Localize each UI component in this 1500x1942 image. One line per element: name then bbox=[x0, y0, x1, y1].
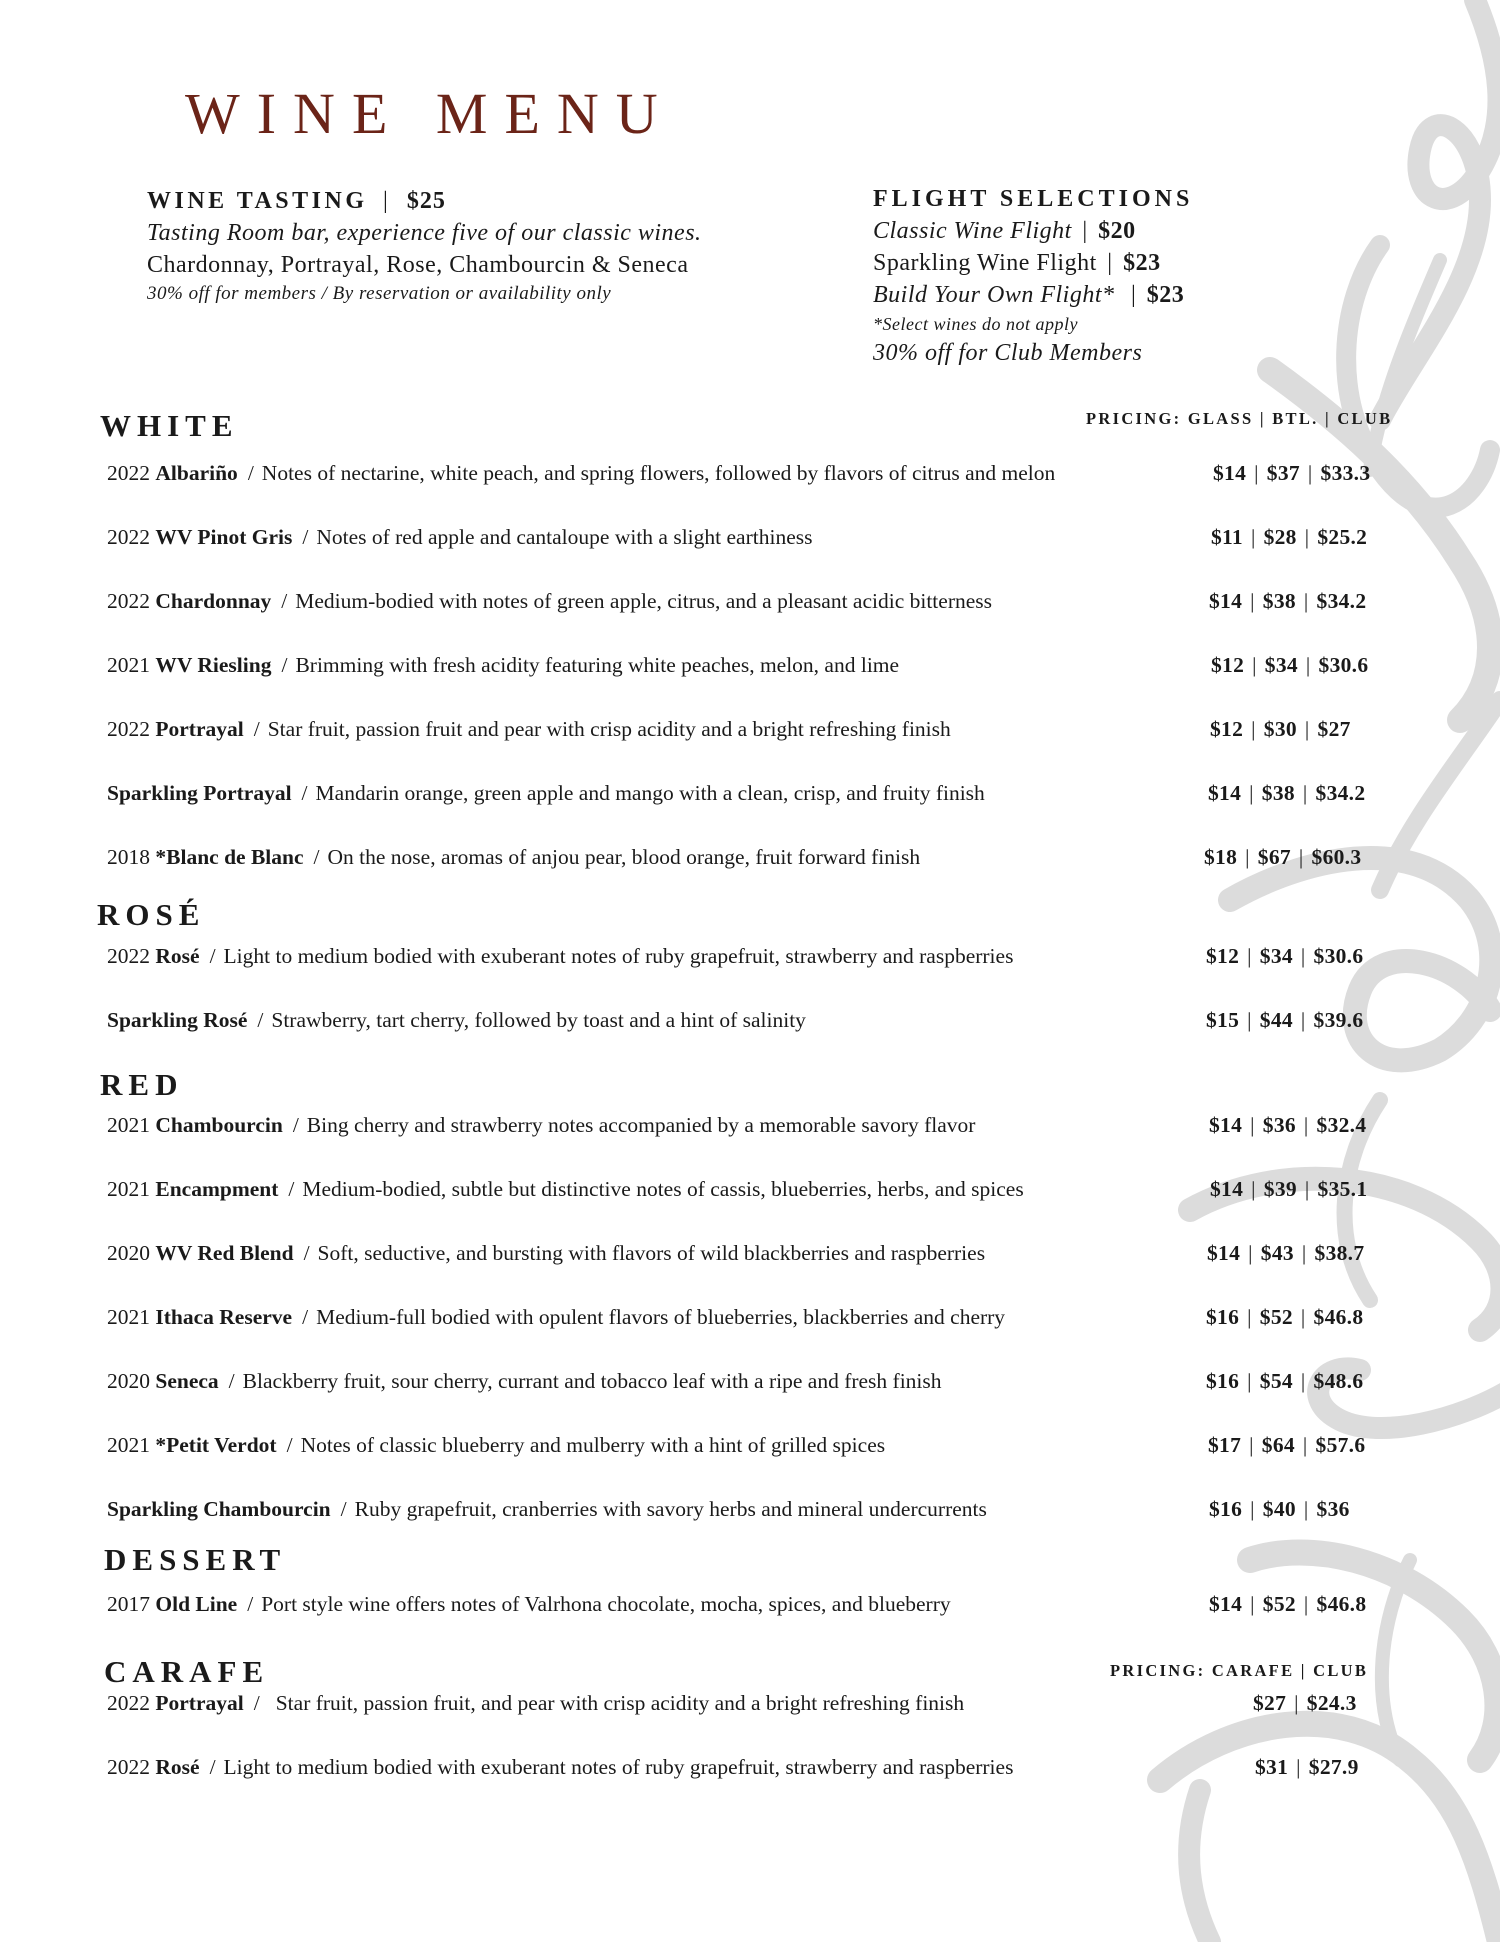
carafe-prices bbox=[1253, 1688, 1357, 1718]
pricing-label-glass-btl-club: PRICING: GLASS | BTL. | CLUB bbox=[1086, 409, 1393, 428]
wine-row-white-2 bbox=[107, 586, 1407, 616]
wine-name: Portrayal bbox=[155, 1691, 244, 1715]
section-title-dessert: DESSERT bbox=[104, 1542, 287, 1577]
wine-description: Star fruit, passion fruit, and pear with crisp acidity and a bright refreshing finish bbox=[275, 1691, 965, 1715]
wine-year: 2018 bbox=[107, 845, 150, 869]
wine-row-carafe-1 bbox=[107, 1752, 1407, 1782]
slash-separator: / bbox=[303, 1241, 310, 1265]
wine-description: Star fruit, passion fruit and pear with crisp acidity and a bright refreshing finish bbox=[267, 717, 951, 741]
wine-prices bbox=[1208, 1430, 1365, 1460]
wine-prices bbox=[1209, 1110, 1366, 1140]
bar-separator: | bbox=[1303, 589, 1309, 613]
glass-price: $11 bbox=[1211, 525, 1243, 549]
wine-name: Chambourcin bbox=[155, 1113, 283, 1137]
bottle-price: $38 bbox=[1261, 781, 1295, 805]
wine-description: Brimming with fresh acidity featuring white peaches, melon, and lime bbox=[295, 653, 900, 677]
bar-separator: | bbox=[1300, 1008, 1306, 1032]
club-price: $38.7 bbox=[1314, 1241, 1365, 1265]
wine-year: 2021 bbox=[107, 1433, 150, 1457]
wine-row-dessert-0 bbox=[107, 1589, 1407, 1619]
wine-description: Port style wine offers notes of Valrhona chocolate, mocha, spices, and blueberry bbox=[261, 1592, 951, 1616]
bar-separator: | bbox=[1296, 1755, 1301, 1779]
slash-separator: / bbox=[281, 653, 288, 677]
flight-item-price: $23 bbox=[1123, 250, 1161, 276]
wine-name: *Petit Verdot bbox=[155, 1433, 277, 1457]
club-price: $27.9 bbox=[1308, 1755, 1359, 1779]
wine-description: Soft, seductive, and bursting with flavors of wild blackberries and raspberries bbox=[317, 1241, 986, 1265]
slash-separator: / bbox=[209, 944, 216, 968]
bar-separator: | bbox=[1302, 1433, 1308, 1457]
glass-price: $16 bbox=[1209, 1497, 1243, 1521]
wine-description: Blackberry fruit, sour cherry, currant and tobacco leaf with a ripe and fresh finish bbox=[242, 1369, 942, 1393]
wine-prices bbox=[1211, 650, 1368, 680]
wine-tasting-wines: Chardonnay, Portrayal, Rose, Chambourcin & Seneca bbox=[147, 252, 689, 278]
bottle-price: $64 bbox=[1261, 1433, 1295, 1457]
wine-name: WV Red Blend bbox=[155, 1241, 294, 1265]
wine-prices bbox=[1210, 714, 1351, 744]
wine-row-red-5 bbox=[107, 1430, 1407, 1460]
wine-description: Ruby grapefruit, cranberries with savory herbs and mineral undercurrents bbox=[354, 1497, 987, 1521]
wine-prices bbox=[1209, 1589, 1366, 1619]
wine-prices bbox=[1206, 1005, 1363, 1035]
slash-separator: / bbox=[288, 1177, 295, 1201]
flight-item-label: Classic Wine Flight bbox=[873, 218, 1072, 244]
wine-description: Notes of red apple and cantaloupe with a slight earthiness bbox=[316, 525, 813, 549]
wine-row-carafe-0 bbox=[107, 1688, 1407, 1718]
flight-item-price: $20 bbox=[1098, 218, 1136, 244]
bottle-price: $44 bbox=[1259, 1008, 1293, 1032]
wine-tasting-price: $25 bbox=[406, 188, 446, 214]
slash-separator: / bbox=[247, 461, 254, 485]
bar-separator: | bbox=[1294, 1691, 1299, 1715]
flight-item-divider: | bbox=[1082, 218, 1088, 244]
bar-separator: | bbox=[1245, 845, 1250, 869]
bottle-price: $67 bbox=[1257, 845, 1291, 869]
wine-year: 2020 bbox=[107, 1241, 150, 1265]
wine-name: Rosé bbox=[155, 944, 200, 968]
bar-separator: | bbox=[1303, 1113, 1309, 1137]
bottle-price: $39 bbox=[1263, 1177, 1297, 1201]
wine-year: 2020 bbox=[107, 1369, 150, 1393]
bar-separator: | bbox=[1249, 1433, 1254, 1457]
flight-item-divider: | bbox=[1107, 250, 1113, 276]
wine-description: Medium-full bodied with opulent flavors of blueberries, blackberries and cherry bbox=[316, 1305, 1006, 1329]
carafe-price: $27 bbox=[1253, 1691, 1287, 1715]
wine-name: Seneca bbox=[155, 1369, 219, 1393]
wine-description: Notes of nectarine, white peach, and spring flowers, followed by flavors of citrus and melon bbox=[261, 461, 1056, 485]
club-price: $25.2 bbox=[1317, 525, 1368, 549]
slash-separator: / bbox=[257, 1008, 264, 1032]
slash-separator: / bbox=[281, 589, 288, 613]
glass-price: $14 bbox=[1209, 1113, 1243, 1137]
wine-prices bbox=[1213, 458, 1370, 488]
wine-prices bbox=[1207, 1238, 1364, 1268]
flight-selections-block bbox=[873, 183, 1273, 369]
wine-row-red-1 bbox=[107, 1174, 1407, 1204]
slash-separator: / bbox=[302, 525, 309, 549]
wine-prices bbox=[1206, 941, 1363, 971]
club-price: $34.2 bbox=[1315, 781, 1366, 805]
flight-item-sparkling bbox=[873, 247, 1273, 279]
wine-row-white-4 bbox=[107, 714, 1407, 744]
wine-year: 2022 bbox=[107, 717, 150, 741]
bottle-price: $36 bbox=[1262, 1113, 1296, 1137]
wine-year: 2021 bbox=[107, 1305, 150, 1329]
glass-price: $16 bbox=[1206, 1305, 1240, 1329]
wine-name: Sparkling Chambourcin bbox=[107, 1497, 331, 1521]
glass-price: $17 bbox=[1208, 1433, 1242, 1457]
wine-description: Light to medium bodied with exuberant notes of ruby grapefruit, strawberry and raspberries bbox=[223, 944, 1014, 968]
wine-year: 2022 bbox=[107, 1755, 150, 1779]
wine-row-white-3 bbox=[107, 650, 1407, 680]
wine-tasting-description: Tasting Room bar, experience five of our classic wines. bbox=[147, 220, 702, 246]
wine-tasting-note: 30% off for members / By reservation or availability only bbox=[147, 283, 612, 304]
bottle-price: $52 bbox=[1259, 1305, 1293, 1329]
wine-year: 2022 bbox=[107, 944, 150, 968]
flight-item-label: Sparkling Wine Flight bbox=[873, 250, 1097, 276]
wine-description: Medium-bodied with notes of green apple, citrus, and a pleasant acidic bitterness bbox=[295, 589, 993, 613]
bar-separator: | bbox=[1247, 1305, 1252, 1329]
wine-prices bbox=[1211, 522, 1367, 552]
flight-item-price: $23 bbox=[1146, 282, 1185, 308]
wine-row-white-5 bbox=[107, 778, 1407, 808]
wine-row-rose-0 bbox=[107, 941, 1407, 971]
wine-name: Rosé bbox=[155, 1755, 200, 1779]
wine-description: Light to medium bodied with exuberant notes of ruby grapefruit, strawberry and raspberries bbox=[223, 1755, 1014, 1779]
slash-separator: / bbox=[340, 1497, 347, 1521]
wine-row-red-6 bbox=[107, 1494, 1407, 1524]
bar-separator: | bbox=[1247, 1008, 1252, 1032]
glass-price: $14 bbox=[1213, 461, 1247, 485]
bottle-price: $30 bbox=[1263, 717, 1297, 741]
wine-name: Ithaca Reserve bbox=[155, 1305, 293, 1329]
bar-separator: | bbox=[1247, 944, 1252, 968]
club-price: $33.3 bbox=[1320, 461, 1371, 485]
carafe-prices bbox=[1255, 1752, 1359, 1782]
wine-year: 2022 bbox=[107, 1691, 150, 1715]
flight-item-label: Build Your Own Flight* bbox=[873, 282, 1115, 308]
bottle-price: $52 bbox=[1262, 1592, 1296, 1616]
club-price: $34.2 bbox=[1316, 589, 1367, 613]
bar-separator: | bbox=[1300, 1305, 1306, 1329]
bar-separator: | bbox=[1301, 1241, 1307, 1265]
page-title: WINE MENU bbox=[185, 81, 675, 146]
bar-separator: | bbox=[1303, 1592, 1309, 1616]
bar-separator: | bbox=[1304, 1177, 1310, 1201]
flight-item-build-your-own bbox=[873, 279, 1273, 311]
wine-year: 2021 bbox=[107, 653, 150, 677]
bar-separator: | bbox=[1252, 653, 1257, 677]
wine-year: 2021 bbox=[107, 1177, 150, 1201]
wine-name: Sparkling Portrayal bbox=[107, 781, 292, 805]
wine-prices bbox=[1206, 1366, 1363, 1396]
glass-price: $14 bbox=[1209, 1592, 1243, 1616]
wine-row-white-0 bbox=[107, 458, 1407, 488]
club-price: $60.3 bbox=[1311, 845, 1362, 869]
bar-separator: | bbox=[1305, 653, 1311, 677]
club-price: $36 bbox=[1316, 1497, 1350, 1521]
wine-tasting-block bbox=[147, 185, 787, 307]
wine-name: Sparkling Rosé bbox=[107, 1008, 248, 1032]
slash-separator: / bbox=[292, 1113, 299, 1137]
club-price: $35.1 bbox=[1317, 1177, 1368, 1201]
wine-row-red-4 bbox=[107, 1366, 1407, 1396]
bar-separator: | bbox=[1250, 1497, 1255, 1521]
section-title-red: RED bbox=[100, 1067, 184, 1102]
slash-separator: / bbox=[286, 1433, 293, 1457]
club-price: $46.8 bbox=[1313, 1305, 1364, 1329]
wine-name: *Blanc de Blanc bbox=[155, 845, 304, 869]
section-title-carafe: CARAFE bbox=[104, 1654, 270, 1689]
wine-year: 2021 bbox=[107, 1113, 150, 1137]
bottle-price: $34 bbox=[1264, 653, 1298, 677]
bottle-price: $37 bbox=[1266, 461, 1300, 485]
glass-price: $14 bbox=[1208, 781, 1242, 805]
bar-separator: | bbox=[1307, 461, 1313, 485]
wine-year: 2017 bbox=[107, 1592, 150, 1616]
wine-tasting-divider: | bbox=[383, 188, 392, 214]
glass-price: $14 bbox=[1209, 589, 1243, 613]
bar-separator: | bbox=[1247, 1369, 1252, 1393]
slash-separator: / bbox=[253, 717, 260, 741]
glass-price: $14 bbox=[1207, 1241, 1241, 1265]
glass-price: $14 bbox=[1210, 1177, 1244, 1201]
wine-description: Bing cherry and strawberry notes accompanied by a memorable savory flavor bbox=[306, 1113, 976, 1137]
wine-name: Chardonnay bbox=[155, 589, 272, 613]
wine-description: Strawberry, tart cherry, followed by toast and a hint of salinity bbox=[271, 1008, 806, 1032]
slash-separator: / bbox=[247, 1592, 254, 1616]
wine-row-red-0 bbox=[107, 1110, 1407, 1140]
wine-prices bbox=[1209, 1494, 1350, 1524]
club-price: $24.3 bbox=[1306, 1691, 1357, 1715]
bottle-price: $40 bbox=[1262, 1497, 1296, 1521]
section-title-white: WHITE bbox=[100, 408, 239, 443]
flight-item-divider: | bbox=[1130, 282, 1137, 308]
wine-name: WV Pinot Gris bbox=[155, 525, 293, 549]
wine-name: Encampment bbox=[155, 1177, 279, 1201]
wine-row-red-2 bbox=[107, 1238, 1407, 1268]
wine-row-white-1 bbox=[107, 522, 1407, 552]
slash-separator: / bbox=[302, 1305, 309, 1329]
bottle-price: $28 bbox=[1263, 525, 1297, 549]
wine-description: Mandarin orange, green apple and mango with a clean, crisp, and fruity finish bbox=[315, 781, 985, 805]
bar-separator: | bbox=[1254, 461, 1259, 485]
bar-separator: | bbox=[1300, 1369, 1306, 1393]
glass-price: $15 bbox=[1206, 1008, 1240, 1032]
bar-separator: | bbox=[1250, 1592, 1255, 1616]
wine-description: Notes of classic blueberry and mulberry with a hint of grilled spices bbox=[300, 1433, 886, 1457]
wine-description: Medium-bodied, subtle but distinctive notes of cassis, blueberries, herbs, and spices bbox=[302, 1177, 1024, 1201]
wine-prices bbox=[1209, 586, 1366, 616]
bar-separator: | bbox=[1250, 589, 1255, 613]
bar-separator: | bbox=[1302, 781, 1308, 805]
wine-name: Old Line bbox=[155, 1592, 238, 1616]
wine-prices bbox=[1208, 778, 1365, 808]
club-price: $39.6 bbox=[1313, 1008, 1364, 1032]
slash-separator: / bbox=[228, 1369, 235, 1393]
club-price: $32.4 bbox=[1316, 1113, 1367, 1137]
glass-price: $16 bbox=[1206, 1369, 1240, 1393]
wine-prices bbox=[1210, 1174, 1367, 1204]
bar-separator: | bbox=[1249, 781, 1254, 805]
flight-item-classic bbox=[873, 215, 1273, 247]
flight-club-note: 30% off for Club Members bbox=[873, 340, 1143, 366]
club-price: $57.6 bbox=[1315, 1433, 1366, 1457]
slash-separator: / bbox=[313, 845, 320, 869]
bottle-price: $38 bbox=[1262, 589, 1296, 613]
bar-separator: | bbox=[1251, 1177, 1256, 1201]
bar-separator: | bbox=[1303, 1497, 1309, 1521]
bar-separator: | bbox=[1298, 845, 1304, 869]
wine-description: On the nose, aromas of anjou pear, blood orange, fruit forward finish bbox=[327, 845, 921, 869]
wine-name: Albariño bbox=[155, 461, 238, 485]
wine-row-white-6 bbox=[107, 842, 1407, 872]
wine-year: 2022 bbox=[107, 589, 150, 613]
slash-separator: / bbox=[301, 781, 308, 805]
glass-price: $18 bbox=[1204, 845, 1238, 869]
wine-year: 2022 bbox=[107, 461, 150, 485]
wine-name: WV Riesling bbox=[155, 653, 272, 677]
wine-prices bbox=[1206, 1302, 1363, 1332]
slash-separator: / bbox=[209, 1755, 216, 1779]
bottle-price: $43 bbox=[1260, 1241, 1294, 1265]
flight-footnote: *Select wines do not apply bbox=[873, 314, 1078, 334]
bar-separator: | bbox=[1300, 944, 1306, 968]
wine-year: 2022 bbox=[107, 525, 150, 549]
bar-separator: | bbox=[1250, 1113, 1255, 1137]
club-price: $30.6 bbox=[1318, 653, 1369, 677]
glass-price: $12 bbox=[1211, 653, 1245, 677]
bottle-price: $34 bbox=[1259, 944, 1293, 968]
section-title-rose: ROSÉ bbox=[97, 897, 206, 932]
wine-tasting-label: WINE TASTING bbox=[147, 188, 368, 214]
slash-separator: / bbox=[253, 1691, 260, 1715]
wine-row-red-3 bbox=[107, 1302, 1407, 1332]
glass-price: $12 bbox=[1206, 944, 1240, 968]
bar-separator: | bbox=[1304, 717, 1310, 741]
bar-separator: | bbox=[1250, 525, 1256, 549]
club-price: $46.8 bbox=[1316, 1592, 1367, 1616]
bar-separator: | bbox=[1251, 717, 1256, 741]
carafe-price: $31 bbox=[1255, 1755, 1289, 1779]
wine-row-rose-1 bbox=[107, 1005, 1407, 1035]
glass-price: $12 bbox=[1210, 717, 1244, 741]
wine-tasting-heading bbox=[147, 185, 787, 217]
bottle-price: $54 bbox=[1259, 1369, 1293, 1393]
bar-separator: | bbox=[1248, 1241, 1253, 1265]
bar-separator: | bbox=[1304, 525, 1310, 549]
club-price: $27 bbox=[1317, 717, 1351, 741]
club-price: $48.6 bbox=[1313, 1369, 1364, 1393]
wine-prices bbox=[1204, 842, 1361, 872]
wine-name: Portrayal bbox=[155, 717, 244, 741]
club-price: $30.6 bbox=[1313, 944, 1364, 968]
flight-selections-heading: FLIGHT SELECTIONS bbox=[873, 186, 1194, 212]
pricing-label-carafe-club: PRICING: CARAFE | CLUB bbox=[1110, 1661, 1369, 1680]
